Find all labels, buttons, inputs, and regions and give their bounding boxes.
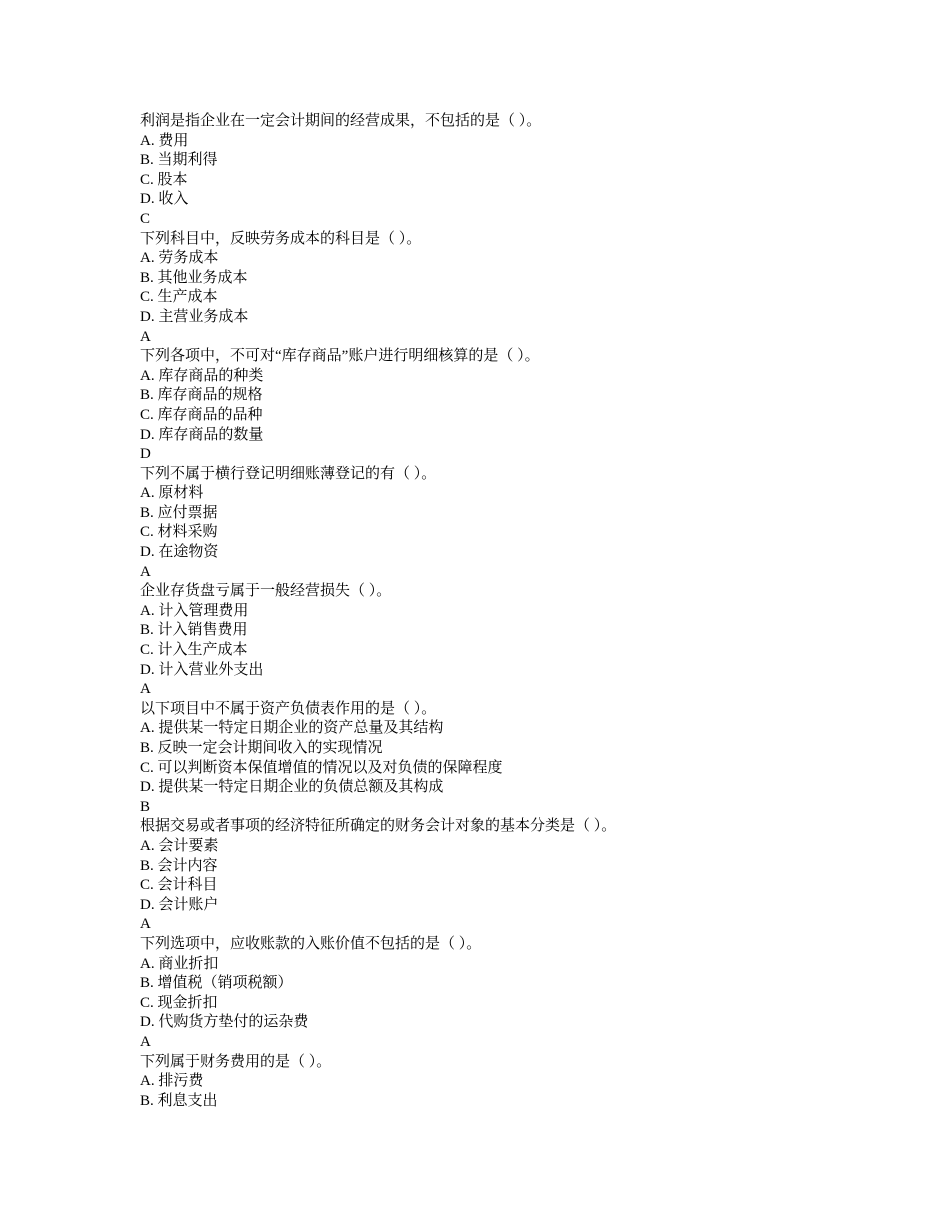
option-a: A. 商业折扣 <box>140 955 219 972</box>
option-d: D. 库存商品的数量 <box>140 426 264 443</box>
answer: A <box>140 681 151 698</box>
answer: B <box>140 798 151 815</box>
option-a: A. 会计要素 <box>140 837 219 854</box>
option-a: A. 劳务成本 <box>140 250 219 267</box>
option-d: D. 提供某一特定日期企业的负债总额及其构成 <box>140 779 444 796</box>
option-c: C. 可以判断资本保值增值的情况以及对负债的保障程度 <box>140 759 503 776</box>
answer: A <box>140 563 151 580</box>
question-block <box>140 347 900 465</box>
option-c: C. 股本 <box>140 171 188 188</box>
option-c: C. 现金折扣 <box>140 994 218 1011</box>
answer: A <box>140 916 151 933</box>
option-d: D. 在途物资 <box>140 544 219 561</box>
question-block <box>140 817 900 935</box>
option-a: A. 提供某一特定日期企业的资产总量及其结构 <box>140 720 444 737</box>
question-text: 根据交易或者事项的经济特征所确定的财务会计对象的基本分类是（ ）。 <box>140 818 617 835</box>
question-text: 下列不属于横行登记明细账薄登记的有（ ）。 <box>140 465 437 482</box>
option-b: B. 增值税（销项税额） <box>140 975 293 992</box>
question-block <box>140 230 900 348</box>
option-a: A. 费用 <box>140 132 189 149</box>
option-a: A. 原材料 <box>140 485 204 502</box>
option-b: B. 会计内容 <box>140 857 218 874</box>
option-d: D. 计入营业外支出 <box>140 661 264 678</box>
option-d: D. 主营业务成本 <box>140 308 249 325</box>
question-text: 下列属于财务费用的是（ ）。 <box>140 1053 332 1070</box>
option-b: B. 反映一定会计期间收入的实现情况 <box>140 740 383 756</box>
option-c: C. 材料采购 <box>140 524 218 541</box>
answer: C <box>140 210 151 227</box>
answer: D <box>140 446 151 463</box>
question-block <box>140 465 900 583</box>
option-d: D. 收入 <box>140 191 189 208</box>
answer: A <box>140 1033 151 1050</box>
question-block <box>140 1053 900 1112</box>
question-text: 利润是指企业在一定会计期间的经营成果，不包括的是（ ）。 <box>140 113 542 129</box>
option-b: B. 应付票据 <box>140 504 218 521</box>
option-b: B. 其他业务成本 <box>140 269 248 286</box>
option-c: C. 会计科目 <box>140 877 218 894</box>
option-b: B. 库存商品的规格 <box>140 387 263 404</box>
question-block <box>140 582 900 700</box>
option-d: D. 代购货方垫付的运杂费 <box>140 1014 309 1031</box>
option-a: A. 计入管理费用 <box>140 602 249 619</box>
option-a: A. 排污费 <box>140 1073 204 1090</box>
question-block <box>140 935 900 1053</box>
question-text: 企业存货盘亏属于一般经营损失（ ）。 <box>140 583 392 600</box>
question-text: 下列科目中，反映劳务成本的科目是（ ）。 <box>140 230 422 247</box>
option-c: C. 计入生产成本 <box>140 642 248 659</box>
option-c: C. 库存商品的品种 <box>140 406 263 423</box>
option-b: B. 当期利得 <box>140 152 218 169</box>
option-d: D. 会计账户 <box>140 896 219 913</box>
document-page <box>140 112 900 1111</box>
option-b: B. 利息支出 <box>140 1092 218 1109</box>
option-b: B. 计入销售费用 <box>140 622 248 639</box>
question-block <box>140 700 900 818</box>
option-c: C. 生产成本 <box>140 289 218 306</box>
question-text: 下列各项中，不可对“库存商品”账户进行明细核算的是（ ）。 <box>140 348 540 365</box>
question-block <box>140 112 900 230</box>
option-a: A. 库存商品的种类 <box>140 367 264 384</box>
question-text: 以下项目中不属于资产负债表作用的是（ ）。 <box>140 700 437 717</box>
question-text: 下列选项中，应收账款的入账价值不包括的是（ ）。 <box>140 935 482 952</box>
answer: A <box>140 328 151 345</box>
